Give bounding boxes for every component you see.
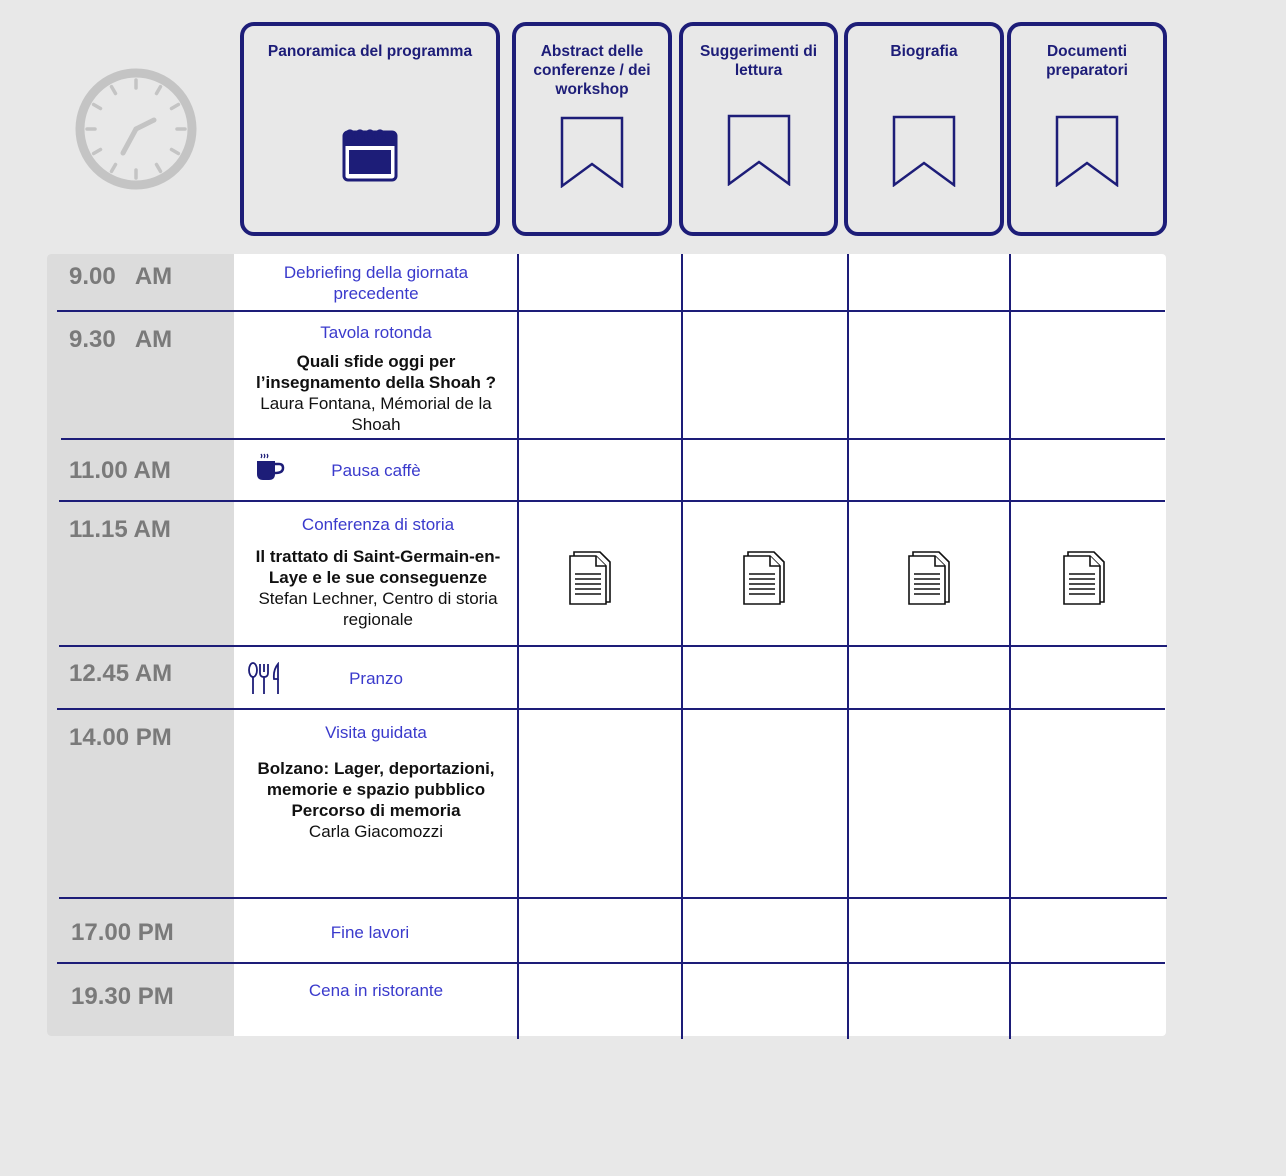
event-category: Cena in ristorante bbox=[308, 981, 444, 1000]
time-label: 11.00 AM bbox=[69, 457, 171, 484]
time-label: 17.00 PM bbox=[71, 919, 174, 946]
event-cell bbox=[236, 668, 516, 689]
event-category: Pausa caffè bbox=[331, 461, 421, 480]
event-cell bbox=[236, 722, 516, 842]
row-divider bbox=[57, 962, 1165, 964]
event-subtitle: Percorso di memoria bbox=[291, 801, 461, 820]
event-category: Pranzo bbox=[349, 669, 403, 688]
event-cell bbox=[230, 922, 510, 943]
event-category: Visita guidata bbox=[325, 723, 427, 742]
document-icon[interactable] bbox=[742, 548, 792, 606]
bookmark-icon bbox=[1055, 115, 1119, 187]
event-speaker: Carla Giacomozzi bbox=[308, 822, 444, 841]
event-speaker: Stefan Lechner, Centro di storia regionale bbox=[258, 589, 498, 629]
event-title: Il trattato di Saint-Germain-en-Laye e le sue conseguenze bbox=[255, 547, 501, 587]
bookmark-icon bbox=[560, 116, 624, 188]
bookmark-icon bbox=[727, 114, 791, 186]
row-divider bbox=[57, 708, 1165, 710]
column-divider bbox=[517, 254, 519, 1039]
event-title: Bolzano: Lager, deportazioni, memorie e spazio pubblico bbox=[257, 759, 495, 799]
docs-card[interactable] bbox=[1007, 22, 1167, 236]
row-divider bbox=[59, 645, 1167, 647]
event-cell bbox=[236, 980, 516, 1001]
event-category: Debriefing della giornata precedente bbox=[283, 263, 469, 303]
time-label: 11.15 AM bbox=[69, 516, 171, 543]
event-title: Quali sfide oggi per l’insegnamento della Shoah ? bbox=[256, 352, 496, 392]
document-icon[interactable] bbox=[1062, 548, 1112, 606]
bio-card[interactable] bbox=[844, 22, 1004, 236]
time-label: 14.00 PM bbox=[69, 724, 172, 751]
abstracts-label: Abstract delle conferenze / dei workshop bbox=[533, 43, 651, 98]
abstracts-card[interactable] bbox=[512, 22, 672, 236]
bio-label: Biografia bbox=[890, 43, 958, 60]
overview-card[interactable] bbox=[240, 22, 500, 236]
bookmark-icon bbox=[892, 115, 956, 187]
column-divider bbox=[847, 254, 849, 1039]
calendar-icon bbox=[340, 122, 400, 184]
row-divider bbox=[61, 438, 1165, 440]
time-label: 19.30 PM bbox=[71, 983, 174, 1010]
event-cell bbox=[238, 514, 518, 630]
row-divider bbox=[57, 310, 1165, 312]
overview-label: Panoramica del programma bbox=[267, 43, 473, 60]
row-divider bbox=[59, 500, 1165, 502]
reading-card[interactable] bbox=[679, 22, 838, 236]
event-speaker: Laura Fontana, Mémorial de la Shoah bbox=[260, 394, 492, 434]
docs-label: Documenti preparatori bbox=[1046, 43, 1128, 79]
event-cell bbox=[236, 322, 516, 435]
column-divider bbox=[681, 254, 683, 1039]
event-category: Fine lavori bbox=[330, 923, 410, 942]
document-icon[interactable] bbox=[568, 548, 618, 606]
time-label: 9.00 AM bbox=[69, 263, 173, 290]
document-icon[interactable] bbox=[907, 548, 957, 606]
reading-label: Suggerimenti di lettura bbox=[699, 43, 818, 79]
clock-icon bbox=[74, 67, 198, 191]
event-cell bbox=[236, 460, 516, 481]
time-label: 9.30 AM bbox=[69, 326, 173, 353]
row-divider bbox=[59, 897, 1167, 899]
event-category: Tavola rotonda bbox=[320, 323, 432, 342]
time-label: 12.45 AM bbox=[69, 660, 173, 687]
column-divider bbox=[1009, 254, 1011, 1039]
event-cell bbox=[236, 262, 516, 304]
event-category: Conferenza di storia bbox=[301, 515, 455, 534]
